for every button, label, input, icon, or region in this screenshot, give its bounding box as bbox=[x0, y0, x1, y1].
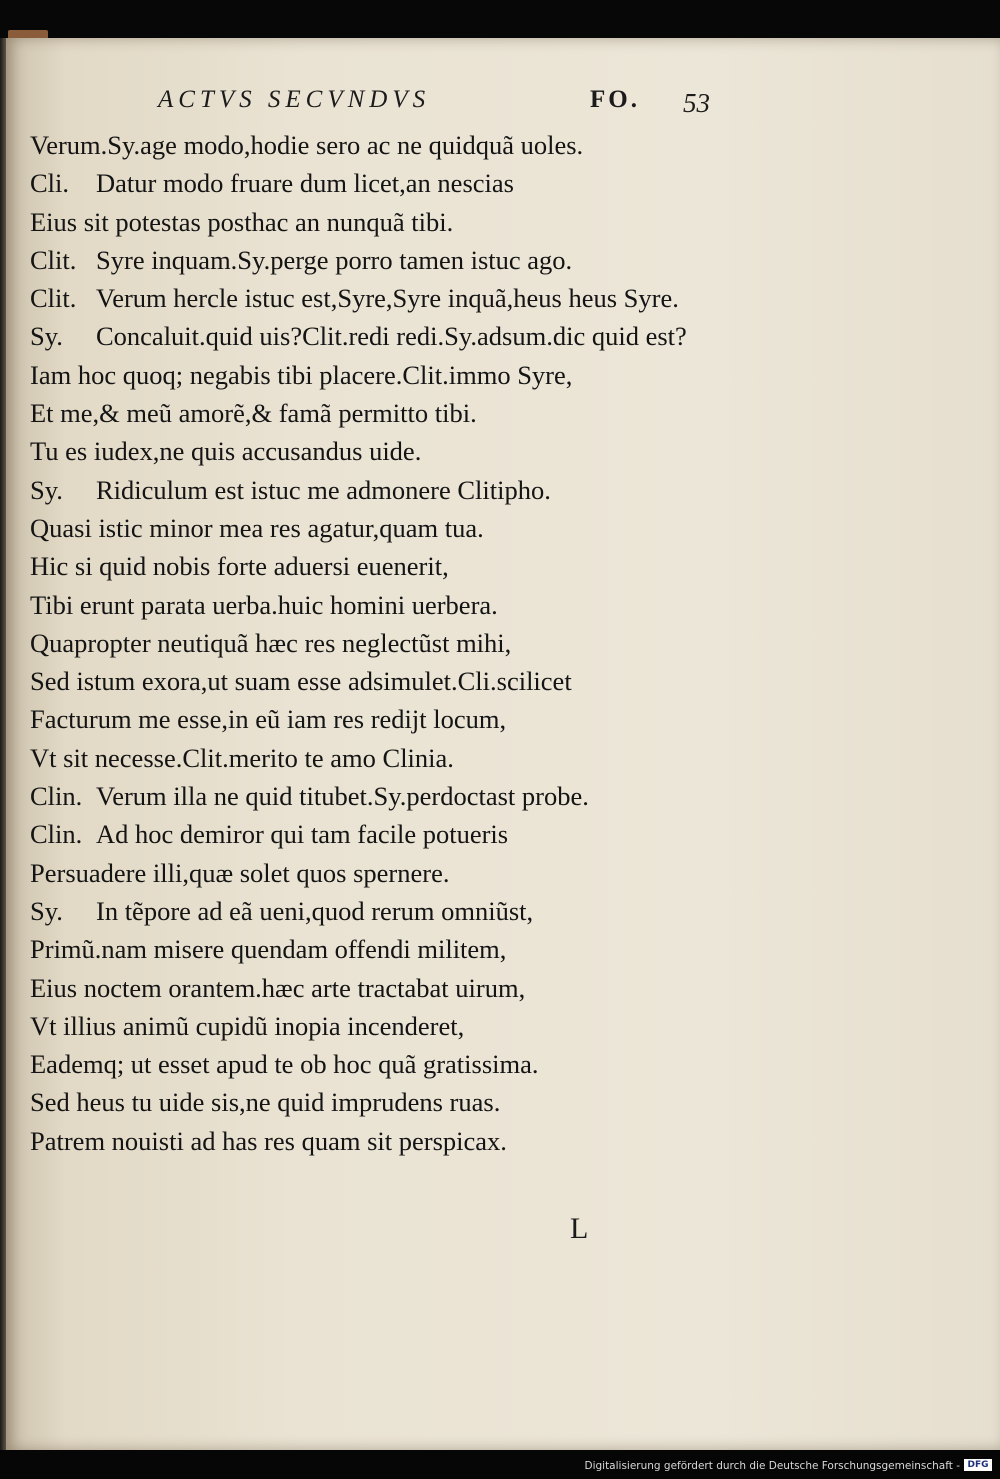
verse-text: Primũ.nam misere quendam offendi militem, bbox=[30, 934, 507, 965]
speaker-label: Sy. bbox=[30, 895, 63, 926]
verse-text: Quasi istic minor mea res agatur,quam tua. bbox=[30, 512, 484, 543]
verse-line bbox=[30, 930, 790, 968]
speaker-label: Sy. bbox=[30, 474, 63, 505]
verse-line bbox=[30, 126, 790, 164]
digitization-credit: Digitalisierung gefördert durch die Deutsche Forschungsgemeinschaft - bbox=[584, 1460, 960, 1472]
folio-label: FO. bbox=[590, 86, 640, 113]
verse-line bbox=[30, 586, 790, 624]
verse-text: Tibi erunt parata uerba.huic homini uerbera. bbox=[30, 589, 498, 620]
verse-line bbox=[30, 662, 790, 700]
speaker-label: Clin. bbox=[30, 819, 83, 850]
verse-text: Et me,& meũ amorẽ,& famã permitto tibi. bbox=[30, 398, 477, 429]
catchword: L bbox=[570, 1212, 589, 1245]
speaker-label: Clit. bbox=[30, 283, 77, 314]
verse-line bbox=[30, 1045, 790, 1083]
verse-line bbox=[30, 164, 790, 202]
verse-line bbox=[30, 509, 790, 547]
verse-line bbox=[30, 356, 790, 394]
verse-line bbox=[30, 471, 790, 509]
text-block bbox=[30, 126, 790, 1160]
verse-line bbox=[30, 892, 790, 930]
dfg-logo: DFG bbox=[964, 1459, 992, 1471]
verse-text: Datur modo fruare dum licet,an nescias bbox=[96, 168, 514, 199]
verse-text: Persuadere illi,quæ solet quos spernere. bbox=[30, 857, 450, 888]
verse-text: Eius noctem orantem.hæc arte tractabat uirum, bbox=[30, 972, 526, 1003]
verse-line bbox=[30, 1007, 790, 1045]
verse-text: Eius sit potestas posthac an nunquã tibi. bbox=[30, 206, 454, 237]
speaker-label: Clin. bbox=[30, 781, 83, 812]
verse-line bbox=[30, 317, 790, 355]
verse-line bbox=[30, 739, 790, 777]
verse-text: Quapropter neutiquã hæc res neglectũst mihi, bbox=[30, 627, 512, 658]
verse-line bbox=[30, 777, 790, 815]
verse-text: Verum.Sy.age modo,hodie sero ac ne quidquã uoles. bbox=[30, 130, 584, 160]
verse-line bbox=[30, 969, 790, 1007]
footer-bar bbox=[0, 1450, 1000, 1479]
verse-text: Iam hoc quoq; negabis tibi placere.Clit.immo Syre, bbox=[30, 359, 573, 390]
verse-text: Ridiculum est istuc me admonere Clitipho. bbox=[96, 474, 551, 505]
verse-text: Concaluit.quid uis?Clit.redi redi.Sy.adsum.dic quid est? bbox=[96, 321, 687, 352]
verse-text: Hic si quid nobis forte aduersi euenerit, bbox=[30, 551, 449, 582]
verse-text: Tu es iudex,ne quis accusandus uide. bbox=[30, 436, 422, 467]
verse-text: Eademq; ut esset apud te ob hoc quã gratissima. bbox=[30, 1049, 539, 1080]
verse-line bbox=[30, 547, 790, 585]
verse-line bbox=[30, 241, 790, 279]
verse-text: Vt sit necesse.Clit.merito te amo Clinia. bbox=[30, 742, 454, 773]
verse-line bbox=[30, 432, 790, 470]
verse-text: Verum illa ne quid titubet.Sy.perdoctast probe. bbox=[96, 781, 589, 812]
verse-text: Verum hercle istuc est,Syre,Syre inquã,heus heus Syre. bbox=[96, 283, 679, 314]
speaker-label: Cli. bbox=[30, 168, 70, 199]
verse-line bbox=[30, 1083, 790, 1121]
verse-line bbox=[30, 700, 790, 738]
verse-line bbox=[30, 394, 790, 432]
folio-number: 53 bbox=[683, 88, 710, 118]
verse-text: Patrem nouisti ad has res quam sit perspicax. bbox=[30, 1125, 507, 1156]
verse-text: Sed istum exora,ut suam esse adsimulet.Cli.scilicet bbox=[30, 666, 572, 697]
verse-line bbox=[30, 854, 790, 892]
verse-text: Vt illius animũ cupidũ inopia incenderet, bbox=[30, 1010, 465, 1041]
verse-line bbox=[30, 1122, 790, 1160]
verse-text: Ad hoc demiror qui tam facile potueris bbox=[96, 819, 509, 850]
speaker-label: Sy. bbox=[30, 321, 63, 352]
verse-text: In tẽpore ad eã ueni,quod rerum omniũst, bbox=[96, 895, 534, 926]
verse-text: Syre inquam.Sy.perge porro tamen istuc ago. bbox=[96, 244, 573, 275]
page-header bbox=[0, 86, 1000, 126]
verse-line bbox=[30, 279, 790, 317]
verse-line bbox=[30, 203, 790, 241]
running-title: ACTVS SECVNDVS bbox=[158, 86, 431, 113]
verse-line bbox=[30, 815, 790, 853]
verse-line bbox=[30, 624, 790, 662]
verse-text: Facturum me esse,in eũ iam res rediјt locum, bbox=[30, 704, 507, 735]
speaker-label: Clit. bbox=[30, 244, 77, 275]
verse-text: Sed heus tu uide sis,ne quid imprudens ruas. bbox=[30, 1087, 501, 1118]
